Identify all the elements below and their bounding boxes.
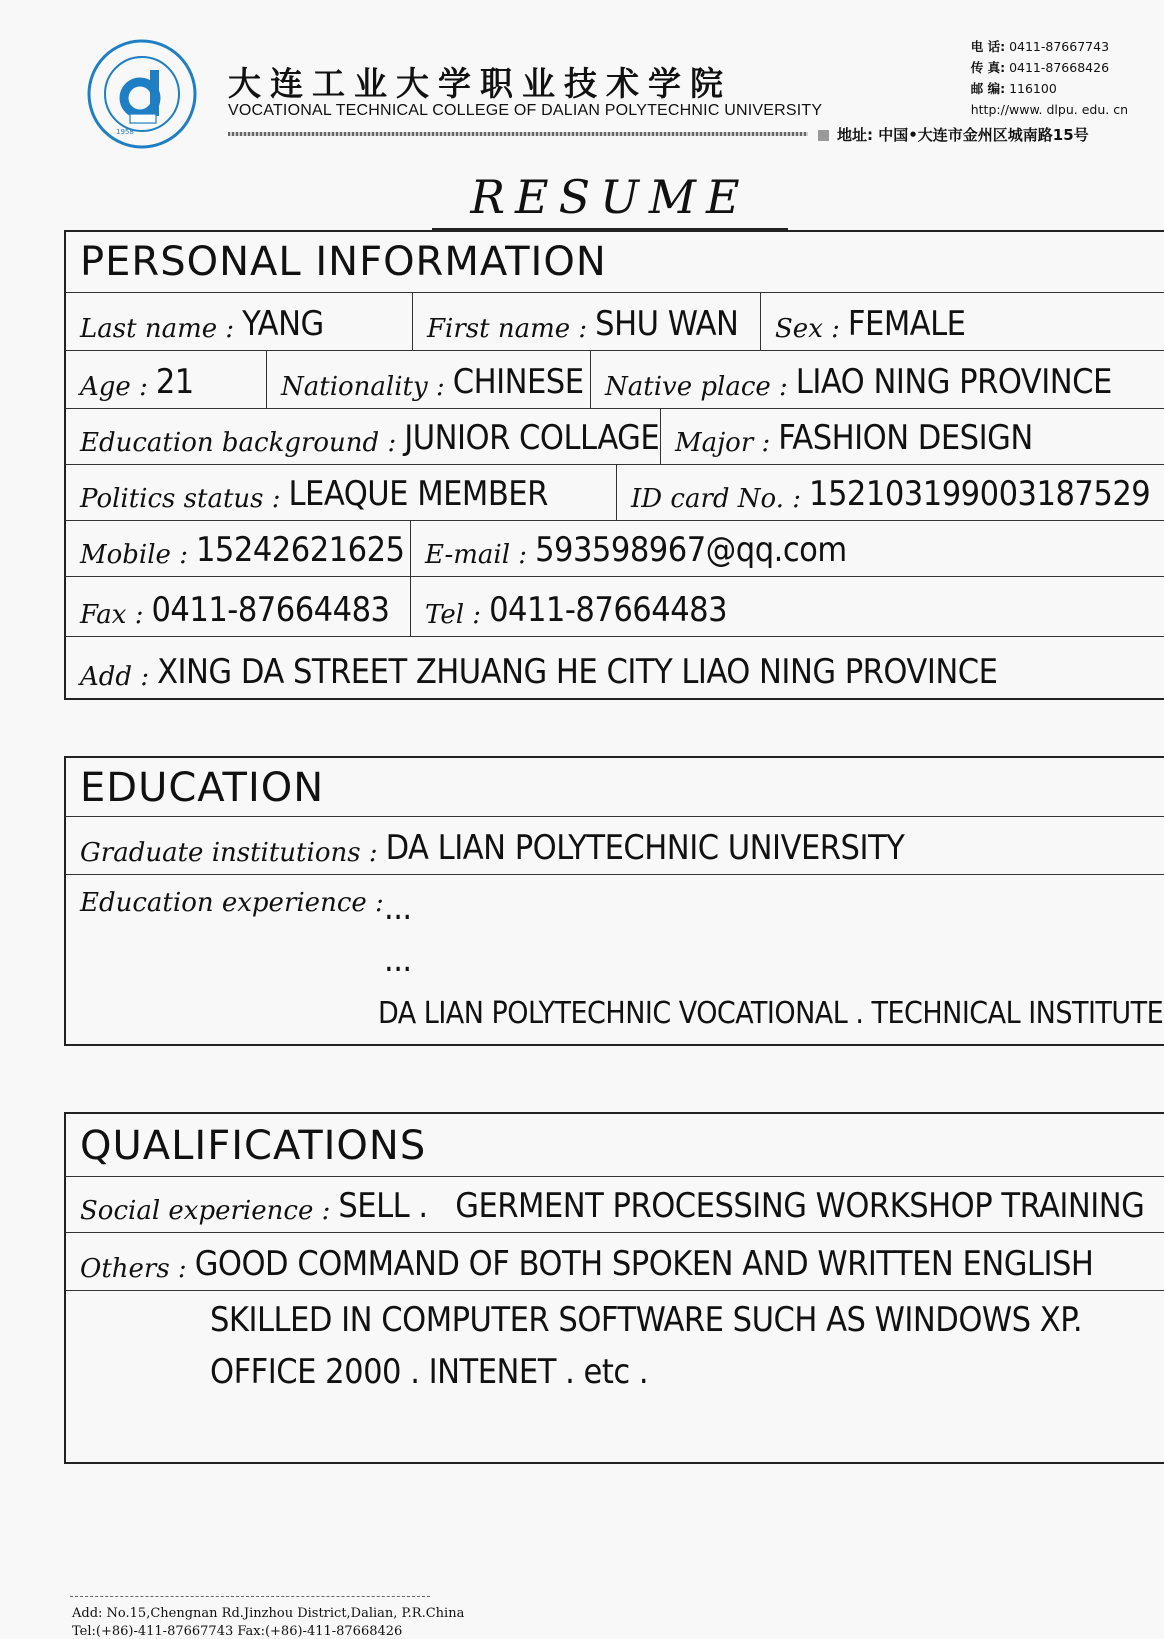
others-label: Others : (80, 1254, 187, 1284)
nationality-label: Nationality : (281, 372, 445, 402)
education-background-value: JUNIOR COLLAGE (404, 418, 660, 458)
mobile-value: 15242621625 (195, 530, 405, 570)
postcode-value: 116100 (1009, 81, 1057, 96)
school-seal-logo (86, 38, 198, 150)
ellipsis-2: ... (384, 940, 412, 980)
school-name-english: VOCATIONAL TECHNICAL COLLEGE OF DALIAN POLYTECHNIC UNIVERSITY (228, 102, 823, 119)
fax-value: 0411-87664483 (151, 590, 390, 630)
education-section (64, 756, 1164, 1046)
institution-row (66, 816, 1164, 875)
resume-title: RESUME (470, 170, 750, 224)
others-value-1: GOOD COMMAND OF BOTH SPOKEN AND WRITTEN ENGLISH (194, 1244, 1094, 1284)
politics-status-value: LEAQUE MEMBER (288, 474, 548, 514)
qualifications-heading-row (66, 1114, 1164, 1177)
address-row (66, 636, 1164, 698)
social-experience-row (66, 1176, 1164, 1233)
native-place-label: Native place : (605, 372, 788, 402)
social-experience-value: SELL . GERMENT PROCESSING WORKSHOP TRAINING (338, 1186, 1145, 1226)
education-experience-row (66, 874, 1164, 1044)
education-experience-value: DA LIAN POLYTECHNIC VOCATIONAL . TECHNICAL INSTITUTE (378, 996, 1164, 1031)
education-experience-label: Education experience : (80, 888, 384, 918)
name-row (66, 292, 1164, 351)
header-divider (228, 132, 808, 136)
email-label: E-mail : (425, 540, 528, 570)
footer-divider (70, 1596, 430, 1598)
footer-address: Add: No.15,Chengnan Rd.Jinzhou District,Dalian, P.R.China (72, 1606, 465, 1621)
seal-year: 1958 (116, 128, 134, 136)
school-name-chinese: 大连工业大学职业技术学院 (228, 64, 732, 103)
address-label: Add : (80, 662, 150, 692)
id-card-label: ID card No. : (631, 484, 802, 514)
section-heading: QUALIFICATIONS (80, 1123, 427, 1169)
graduate-institutions-value: DA LIAN POLYTECHNIC UNIVERSITY (385, 828, 905, 868)
phone-label: 电 话: (970, 39, 1006, 54)
id-card-value: 152103199003187529 (809, 474, 1151, 514)
first-name-label: First name : (427, 314, 588, 344)
nationality-value: CHINESE (452, 362, 584, 402)
age-nationality-row (66, 350, 1164, 409)
age-value: 21 (155, 362, 194, 402)
section-heading: PERSONAL INFORMATION (80, 239, 607, 285)
mobile-label: Mobile : (80, 540, 188, 570)
qualifications-section (64, 1112, 1164, 1464)
personal-heading-row (66, 232, 1164, 293)
tel-label: Tel : (425, 600, 482, 630)
others-value-3: OFFICE 2000 . INTENET . etc . (210, 1352, 649, 1392)
native-place-value: LIAO NING PROVINCE (795, 362, 1112, 402)
sex-label: Sex : (775, 314, 840, 344)
section-heading: EDUCATION (80, 765, 325, 811)
education-background-label: Education background : (80, 428, 397, 458)
major-label: Major : (675, 428, 771, 458)
ellipsis-1: ... (384, 888, 412, 928)
postcode-label: 邮 编: (970, 81, 1006, 96)
others-continued-row (66, 1290, 1164, 1462)
fax-label: Fax : (80, 600, 144, 630)
education-major-row (66, 408, 1164, 465)
address-value: XING DA STREET ZHUANG HE CITY LIAO NING PROVINCE (157, 652, 998, 692)
first-name-value: SHU WAN (595, 304, 739, 344)
graduate-institutions-label: Graduate institutions : (80, 838, 378, 868)
major-value: FASHION DESIGN (778, 418, 1033, 458)
others-row (66, 1232, 1164, 1291)
education-heading-row (66, 758, 1164, 817)
email-value: 593598967@qq.com (535, 530, 847, 570)
bullet-square-icon (818, 130, 829, 141)
sex-value: FEMALE (847, 304, 966, 344)
last-name-label: Last name : (80, 314, 235, 344)
age-label: Age : (80, 372, 148, 402)
others-value-2: SKILLED IN COMPUTER SOFTWARE SUCH AS WINDOWS XP. (210, 1300, 1083, 1340)
phone-value: 0411-87667743 (1009, 39, 1110, 54)
fax-value: 0411-87668426 (1009, 60, 1110, 75)
mobile-email-row (66, 520, 1164, 577)
last-name-value: YANG (242, 304, 324, 344)
footer-tel-fax: Tel:(+86)-411-87667743 Fax:(+86)-411-87668426 (72, 1624, 403, 1639)
fax-label: 传 真: (970, 60, 1006, 75)
politics-status-label: Politics status : (80, 484, 281, 514)
contact-block (971, 36, 1128, 120)
tel-value: 0411-87664483 (489, 590, 728, 630)
social-experience-label: Social experience : (80, 1196, 331, 1226)
politics-id-row (66, 464, 1164, 521)
header-address-text: 地址: 中国•大连市金州区城南路15号 (837, 126, 1089, 144)
fax-tel-row (66, 576, 1164, 637)
header-address (818, 124, 1089, 145)
personal-information-section (64, 230, 1164, 700)
website-link[interactable]: http://www. dlpu. edu. cn (970, 102, 1128, 117)
